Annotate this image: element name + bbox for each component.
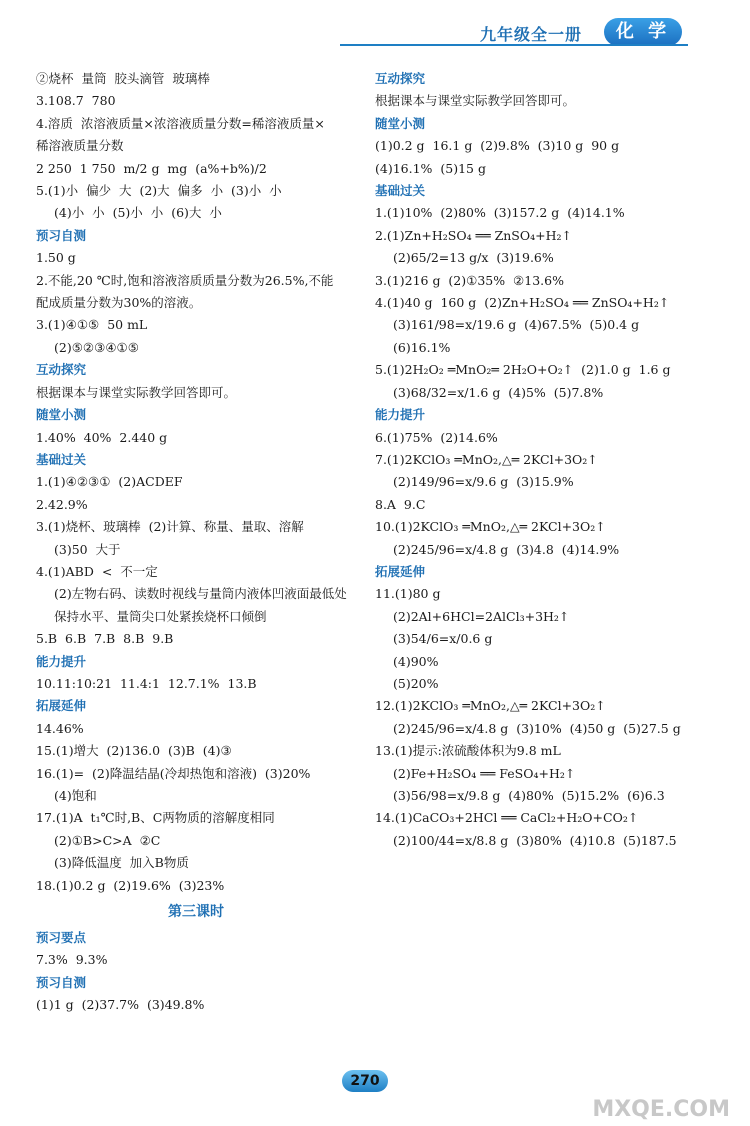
answer-line: (3)68/32=x/1.6 g (4)5% (5)7.8% [393,384,604,400]
answer-line: (3)161/98=x/19.6 g (4)67.5% (5)0.4 g [393,317,640,333]
answer-line: 配成质量分数为30%的溶液。 [36,295,202,311]
page-header [0,0,750,60]
answer-line: 根据课本与课堂实际教学回答即可。 [36,384,237,400]
answer-line: 3.(1)烧杯、玻璃棒 (2)计算、称量、量取、溶解 [36,519,304,535]
answer-line: 5.B 6.B 7.B 8.B 9.B [36,631,174,647]
answer-line: (4)小 小 (5)小 小 (6)大 小 [54,205,222,221]
answer-line: 1.50 g [36,250,76,266]
section-heading: 随堂小测 [375,115,426,131]
answer-line: 3.108.7 780 [36,93,116,109]
section-heading: 基础过关 [375,183,426,199]
section-heading: 互动探究 [375,71,426,86]
answer-line: 2.42.9% [36,496,88,512]
answer-line: (2)左物右码、读数时视线与量筒内液体凹液面最低处 [54,586,347,602]
answer-line: (2)245/96=x/4.8 g (3)4.8 (4)14.9% [393,541,620,557]
answer-line: 4.(1)ABD < 不一定 [36,563,158,579]
subject-badge: 化 学 [604,18,682,46]
section-heading: 拓展延伸 [375,563,426,579]
answer-line: ②烧杯 量筒 胶头滴管 玻璃棒 [36,71,210,86]
answer-line: 1.(1)④②③① (2)ACDEF [36,474,183,490]
section-heading: 拓展延伸 [36,698,87,714]
answer-line: (4)16.1% (5)15 g [375,160,486,176]
answer-line: 2.(1)Zn+H₂SO₄ ══ ZnSO₄+H₂↑ [375,227,572,243]
answer-line: (6)16.1% [393,339,451,355]
answer-line: (2)149/96=x/9.6 g (3)15.9% [393,474,574,490]
answer-line: (2)100/44=x/8.8 g (3)80% (4)10.8 (5)187.5 [393,832,677,848]
answer-line: 7.3% 9.3% [36,952,108,968]
answer-line: (5)20% [393,675,439,691]
answer-line: 5.(1)小 偏少 大 (2)大 偏多 小 (3)小 小 [36,183,282,199]
right-column [375,68,715,852]
section-heading: 能力提升 [36,653,87,669]
answer-line: 1.40% 40% 2.440 g [36,429,168,445]
answer-line: 14.(1)CaCO₃+2HCl ══ CaCl₂+H₂O+CO₂↑ [375,810,639,826]
answer-line: 8.A 9.C [375,496,426,512]
section-heading: 预习自测 [36,227,87,243]
answer-line: (4)90% [393,653,439,669]
answer-line: 15.(1)增大 (2)136.0 (3)B (4)③ [36,743,232,759]
answer-line: 7.(1)2KClO₃ ═MnO₂,△═ 2KCl+3O₂↑ [375,451,598,467]
section-heading: 能力提升 [375,407,426,423]
answer-line: 12.(1)2KClO₃ ═MnO₂,△═ 2KCl+3O₂↑ [375,698,606,714]
answer-line: (3)54/6=x/0.6 g [393,631,493,647]
answer-line: 2 250 1 750 m/2 g mg (a%+b%)/2 [36,160,267,176]
answer-line: (2)①B>C>A ②C [54,832,161,848]
answer-line: (2)⑤②③④①⑤ [54,339,139,355]
section-heading: 预习自测 [36,974,87,990]
answer-line: (3)降低温度 加入B物质 [54,855,189,871]
answer-line: 3.(1)④①⑤ 50 mL [36,317,148,333]
section-heading: 预习要点 [36,930,87,946]
answer-line: (4)饱和 [54,788,97,803]
answer-line: 5.(1)2H₂O₂ ═MnO₂═ 2H₂O+O₂↑ (2)1.0 g 1.6 g [375,362,671,378]
answer-line: 13.(1)提示:浓硫酸体积为9.8 mL [375,743,561,759]
answer-line: 10.11:10:21 11.4:1 12.7.1% 13.B [36,675,257,691]
answer-line: (2)245/96=x/4.8 g (3)10% (4)50 g (5)27.5 g [393,720,681,736]
answer-line: 17.(1)A t₁℃时,B、C两物质的溶解度相同 [36,810,275,826]
answer-line: 6.(1)75% (2)14.6% [375,429,498,445]
answer-line: (3)56/98=x/9.8 g (4)80% (5)15.2% (6)6.3 [393,788,665,803]
answer-line: (1)1 g (2)37.7% (3)49.8% [36,997,205,1013]
answer-line: 16.(1)= (2)降温结晶(冷却热饱和溶液) (3)20% [36,765,311,781]
answer-line: 3.(1)216 g (2)①35% ②13.6% [375,272,564,288]
watermark: MXQE.COM [592,1097,730,1122]
answer-line: (2)2Al+6HCl=2AlCl₃+3H₂↑ [393,608,570,624]
lesson-title: 第三课时 [168,904,224,921]
answer-line: (1)0.2 g 16.1 g (2)9.8% (3)10 g 90 g [375,138,620,154]
section-heading: 基础过关 [36,451,87,467]
answer-line: (3)50 大于 [54,541,121,557]
answer-line: 稀溶液质量分数 [36,138,124,154]
grade-label: 九年级全一册 [480,25,583,44]
left-column [36,68,356,1017]
answer-line: 4.溶质 浓溶液质量×浓溶液质量分数=稀溶液质量× [36,115,325,131]
page-number: 270 [342,1070,388,1092]
answer-line: 11.(1)80 g [375,586,441,602]
answer-line: 10.(1)2KClO₃ ═MnO₂,△═ 2KCl+3O₂↑ [375,519,606,535]
section-heading: 互动探究 [36,362,87,378]
header-rule [340,44,688,46]
answer-line: 保持水平、量筒尖口处紧挨烧杯口倾倒 [54,608,267,624]
answer-line: (2)Fe+H₂SO₄ ══ FeSO₄+H₂↑ [393,765,576,781]
section-heading: 随堂小测 [36,407,87,423]
answer-line: 根据课本与课堂实际教学回答即可。 [375,93,576,109]
answer-line: 18.(1)0.2 g (2)19.6% (3)23% [36,877,225,893]
answer-line: 2.不能,20 ℃时,饱和溶液溶质质量分数为26.5%,不能 [36,272,334,288]
answer-line: 14.46% [36,720,84,736]
answer-line: (2)65/2=13 g/x (3)19.6% [393,250,554,266]
answer-line: 1.(1)10% (2)80% (3)157.2 g (4)14.1% [375,205,625,221]
answer-line: 4.(1)40 g 160 g (2)Zn+H₂SO₄ ══ ZnSO₄+H₂↑ [375,295,670,311]
